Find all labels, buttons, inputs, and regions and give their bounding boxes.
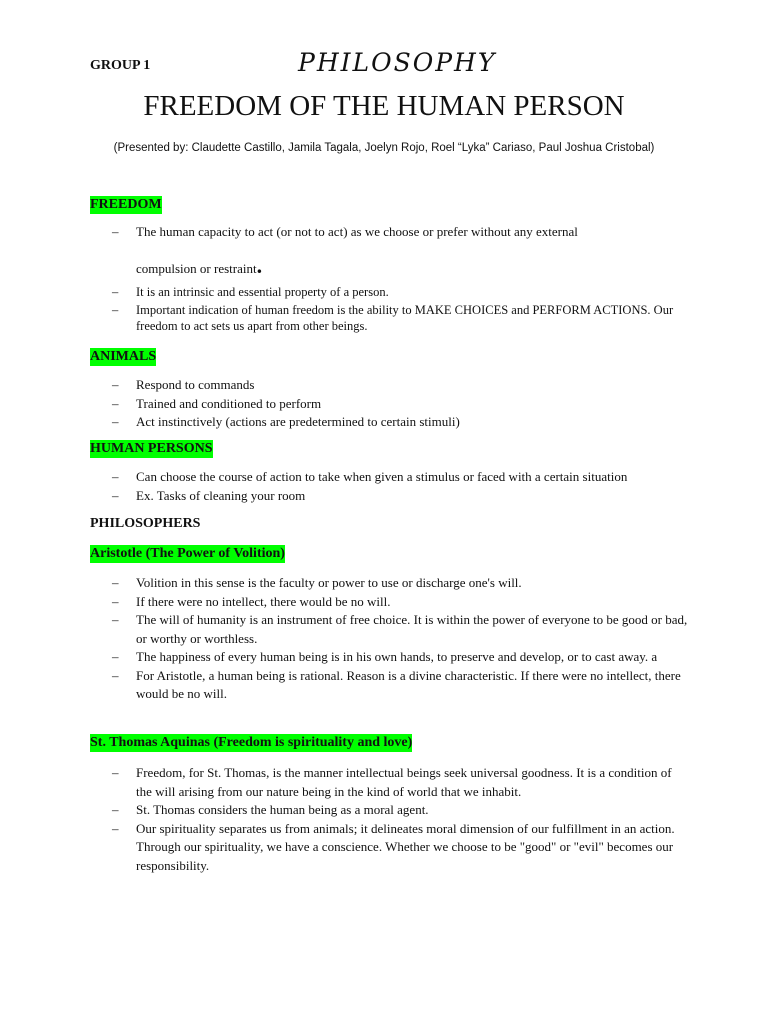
list-item: – Important indication of human freedom is the ability to MAKE CHOICES and PERFORM ACTIONS. Our freedom to act sets us apart from other beings. [90, 302, 690, 335]
human-persons-heading: HUMAN PERSONS [90, 441, 213, 456]
animals-section [90, 347, 690, 432]
freedom-list [90, 223, 690, 335]
subject-title: PHILOSOPHY [298, 48, 497, 77]
freedom-item-dot: . [256, 253, 263, 278]
list-item: – If there were no intellect, there would be no will. [90, 593, 690, 612]
list-item: – Respond to commands [90, 376, 690, 395]
list-item: – Act instinctively (actions are predetermined to certain stimuli) [90, 413, 690, 432]
philosophers-heading: PHILOSOPHERS [90, 516, 201, 531]
list-item: – Volition in this sense is the faculty or power to use or discharge one's will. [90, 574, 690, 593]
human-persons-list [90, 468, 710, 505]
human-persons-section [90, 439, 710, 505]
list-item: – St. Thomas considers the human being as a moral agent. [90, 801, 690, 820]
list-item: – Our spirituality separates us from animals; it delineates moral dimension of our fulfillment in an action. Through our spirituality, we have a conscience. Whether we choose to be "good" or "evil" becomes our responsibility. [90, 820, 690, 876]
list-item: – Can choose the course of action to take when given a stimulus or faced with a certain situation [90, 468, 710, 487]
aristotle-list [90, 574, 690, 704]
aristotle-heading: Aristotle (The Power of Volition) [90, 546, 285, 561]
animals-heading: ANIMALS [90, 349, 157, 364]
list-item: – The will of humanity is an instrument of free choice. It is within the power of everyone to be good or bad, or worthy or worthless. [90, 611, 690, 648]
list-item: – Freedom, for St. Thomas, is the manner intellectual beings seek universal goodness. It is a condition of the will arising from our nature being in the kind of world that we inhabit. [90, 764, 690, 801]
philosophers-heading-block [90, 514, 200, 533]
list-item: – Ex. Tasks of cleaning your room [90, 487, 710, 506]
aquinas-heading: St. Thomas Aquinas (Freedom is spirituality and love) [90, 735, 413, 750]
freedom-heading: FREEDOM [90, 197, 162, 212]
presenters-line: (Presented by: Claudette Castillo, Jamila Tagala, Joelyn Rojo, Roel “Lyka” Cariaso, Paul Joshua Cristobal) [113, 142, 655, 154]
freedom-item-line2 [136, 253, 263, 278]
list-item: – The happiness of every human being is in his own hands, to preserve and develop, or to cast away. a [90, 648, 690, 667]
page-title: FREEDOM OF THE HUMAN PERSON [143, 90, 625, 122]
list-item [90, 223, 690, 277]
list-item: – Trained and conditioned to perform [90, 395, 690, 414]
freedom-item-line2-text: compulsion or restraint [136, 261, 257, 276]
aristotle-section [90, 544, 690, 704]
freedom-section [90, 195, 690, 335]
aquinas-list [90, 764, 690, 875]
list-item: – It is an intrinsic and essential property of a person. [90, 283, 690, 302]
group-label: GROUP 1 [90, 58, 151, 73]
freedom-item-line1: The human capacity to act (or not to act) as we choose or prefer without any external [136, 224, 578, 239]
aquinas-section [90, 733, 690, 875]
list-item: – For Aristotle, a human being is rational. Reason is a divine characteristic. If there were no intellect, there would be no will. [90, 667, 690, 704]
animals-list [90, 376, 690, 432]
